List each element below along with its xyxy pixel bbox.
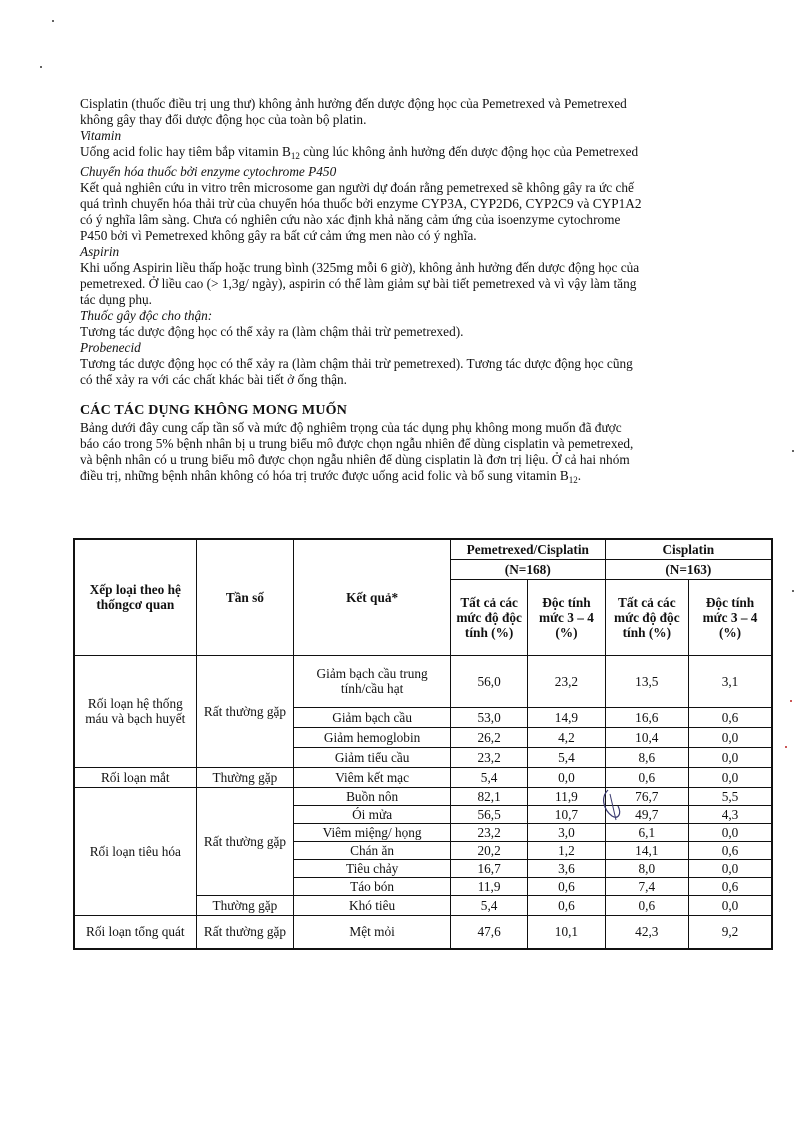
- cell-result: Khó tiêu: [294, 895, 451, 915]
- text-span: cùng lúc không ảnh hưởng đến dược động học của Pemetrexed: [299, 144, 639, 159]
- cell-value: 11,9: [528, 787, 605, 805]
- scan-speck: [40, 66, 42, 68]
- header-grade-3-4: Độc tính mức 3 – 4 (%): [689, 579, 772, 655]
- cell-value: 49,7: [605, 805, 688, 823]
- paragraph-line: quá trình chuyển hóa thải trừ của chuyển hóa thuốc bởi enzyme CYP3A, CYP2D6, CYP2C9 và CYP1A2: [80, 196, 642, 211]
- header-group1-n: (N=168): [450, 559, 605, 579]
- subscript: 12: [290, 151, 300, 161]
- cell-value: 14,9: [528, 707, 605, 727]
- cell-value: 5,4: [450, 895, 527, 915]
- cell-value: 16,7: [450, 859, 527, 877]
- cell-value: 56,5: [450, 805, 527, 823]
- subscript: 12: [568, 475, 578, 485]
- cell-value: 6,1: [605, 823, 688, 841]
- paragraph-line: Tương tác dược động học có thể xảy ra (làm chậm thải trừ pemetrexed).: [80, 324, 464, 339]
- cell-value: 26,2: [450, 727, 527, 747]
- cell-value: 14,1: [605, 841, 688, 859]
- section-heading: CÁC TÁC DỤNG KHÔNG MONG MUỐN: [80, 403, 348, 418]
- cell-value: 0,0: [689, 859, 772, 877]
- header-system: Xếp loại theo hệ thốngcơ quan: [74, 539, 196, 655]
- paragraph-line: tác dụng phụ.: [80, 292, 153, 307]
- cell-value: 0,6: [605, 767, 688, 787]
- header-all-grades: Tất cả các mức độ độc tính (%): [605, 579, 688, 655]
- cell-value: 0,0: [689, 767, 772, 787]
- cell-frequency: Thường gặp: [196, 895, 294, 915]
- cell-frequency: Rất thường gặp: [196, 655, 294, 767]
- cell-value: 10,4: [605, 727, 688, 747]
- cell-value: 42,3: [605, 915, 688, 949]
- cell-value: 76,7: [605, 787, 688, 805]
- document-page: [80, 96, 770, 488]
- paragraph-line: [80, 468, 770, 488]
- scan-speck: [52, 20, 54, 22]
- cell-value: 56,0: [450, 655, 527, 707]
- cell-value: 47,6: [450, 915, 527, 949]
- cell-value: 8,6: [605, 747, 688, 767]
- cell-value: 10,1: [528, 915, 605, 949]
- cell-value: 0,0: [528, 767, 605, 787]
- header-group-cisplatin: Cisplatin: [605, 539, 772, 559]
- paragraph-line: Kết quả nghiên cứu in vitro trên microsome gan người dự đoán rằng pemetrexed sẽ không gây ra ức chế: [80, 180, 634, 195]
- header-frequency: Tần số: [196, 539, 294, 655]
- cell-result: Viêm miệng/ họng: [294, 823, 451, 841]
- paragraph-vitamin: [80, 144, 770, 164]
- cell-result: Giảm tiểu cầu: [294, 747, 451, 767]
- cell-frequency: Rất thường gặp: [196, 787, 294, 895]
- paragraph-line: P450 bởi vì Pemetrexed không gây ra bất cứ cảm ứng men nào có ý nghĩa.: [80, 228, 477, 243]
- cell-value: 0,6: [528, 895, 605, 915]
- cell-value: 3,0: [528, 823, 605, 841]
- cell-frequency: Thường gặp: [196, 767, 294, 787]
- paragraph-line: pemetrexed. Ở liều cao (> 1,3g/ ngày), aspirin có thể làm giảm sự bài tiết pemetrexed và vì vậy làm tăng: [80, 276, 637, 291]
- cell-value: 0,0: [689, 895, 772, 915]
- cell-value: 16,6: [605, 707, 688, 727]
- cell-system: Rối loạn mắt: [74, 767, 196, 787]
- cell-value: 5,4: [528, 747, 605, 767]
- cell-value: 5,4: [450, 767, 527, 787]
- cell-result: Tiêu chảy: [294, 859, 451, 877]
- header-result: Kết quả*: [294, 539, 451, 655]
- subheading-aspirin: Aspirin: [80, 244, 120, 259]
- cell-value: 0,6: [689, 841, 772, 859]
- cell-value: 0,0: [689, 747, 772, 767]
- cell-value: 8,0: [605, 859, 688, 877]
- cell-result: Buồn nôn: [294, 787, 451, 805]
- paragraph-line: Khi uống Aspirin liều thấp hoặc trung bình (325mg mỗi 6 giờ), không ảnh hưởng đến dược động học của: [80, 260, 640, 275]
- header-grade-3-4: Độc tính mức 3 – 4 (%): [528, 579, 605, 655]
- cell-value: 11,9: [450, 877, 527, 895]
- header-group2-n: (N=163): [605, 559, 772, 579]
- paragraph-line: Tương tác dược động học có thể xảy ra (làm chậm thải trừ pemetrexed). Tương tác dược động học cũng: [80, 356, 633, 371]
- cell-result: Viêm kết mạc: [294, 767, 451, 787]
- cell-result: Giảm bạch cầu trung tính/cầu hạt: [294, 655, 451, 707]
- cell-value: 10,7: [528, 805, 605, 823]
- text-span: Uống acid folic hay tiêm bắp vitamin B: [80, 144, 291, 159]
- cell-value: 4,3: [689, 805, 772, 823]
- paragraph-line: Bảng dưới đây cung cấp tần số và mức độ nghiêm trọng của tác dụng phụ không mong muốn đã được: [80, 420, 622, 435]
- paragraph-line: Cisplatin (thuốc điều trị ung thư) không ảnh hưởng đến dược động học của Pemetrexed và Pemetrexed: [80, 96, 627, 111]
- cell-value: 53,0: [450, 707, 527, 727]
- cell-result: Ói mửa: [294, 805, 451, 823]
- paragraph-line: báo cáo trong 5% bệnh nhân bị u trung biểu mô được chọn ngẫu nhiên để dùng cisplatin và pemetrexed,: [80, 436, 634, 451]
- text-span: .: [577, 468, 582, 483]
- handwritten-mark: [598, 786, 628, 824]
- cell-value: 0,6: [689, 707, 772, 727]
- cell-value: 0,0: [689, 727, 772, 747]
- cell-value: 0,6: [689, 877, 772, 895]
- cell-system: Rối loạn tổng quát: [74, 915, 196, 949]
- cell-value: 5,5: [689, 787, 772, 805]
- subheading-probenecid: Probenecid: [80, 340, 141, 355]
- scan-speck: [790, 700, 792, 702]
- cell-value: 0,6: [605, 895, 688, 915]
- handwritten-stroke: [604, 790, 620, 817]
- cell-value: 0,6: [528, 877, 605, 895]
- cell-value: 23,2: [450, 823, 527, 841]
- paragraph-line: không gây thay đổi dược động học của toàn bộ platin.: [80, 112, 367, 127]
- cell-value: 82,1: [450, 787, 527, 805]
- cell-result: Táo bón: [294, 877, 451, 895]
- text-span: điều trị, những bệnh nhân không có hóa trị trước được uống acid folic và bổ sung vitamin B: [80, 468, 569, 483]
- cell-value: 23,2: [528, 655, 605, 707]
- scan-speck: [792, 450, 794, 452]
- cell-value: 1,2: [528, 841, 605, 859]
- cell-result: Giảm bạch cầu: [294, 707, 451, 727]
- cell-value: 20,2: [450, 841, 527, 859]
- cell-system: Rối loạn tiêu hóa: [74, 787, 196, 915]
- paragraph-line: và bệnh nhân có u trung biểu mô được chọn ngẫu nhiên để dùng cisplatin là đơn trị liệu. Ở cả hai nhóm: [80, 452, 630, 467]
- cell-value: 23,2: [450, 747, 527, 767]
- cell-result: Chán ăn: [294, 841, 451, 859]
- cell-system: Rối loạn hệ thống máu và bạch huyết: [74, 655, 196, 767]
- header-all-grades: Tất cả các mức độ độc tính (%): [450, 579, 527, 655]
- subheading-kidney: Thuốc gây độc cho thận:: [80, 308, 213, 323]
- subheading-p450: Chuyển hóa thuốc bởi enzyme cytochrome P450: [80, 164, 337, 179]
- paragraph-line: có thể xảy ra với các chất khác bài tiết ở ống thận.: [80, 372, 347, 387]
- cell-value: 9,2: [689, 915, 772, 949]
- cell-value: 7,4: [605, 877, 688, 895]
- cell-value: 4,2: [528, 727, 605, 747]
- scan-speck: [785, 746, 787, 748]
- cell-value: 0,0: [689, 823, 772, 841]
- cell-value: 3,1: [689, 655, 772, 707]
- adverse-effects-table: [73, 538, 773, 950]
- scan-speck: [792, 590, 794, 592]
- cell-value: 13,5: [605, 655, 688, 707]
- header-group-pemetrexed-cisplatin: Pemetrexed/Cisplatin: [450, 539, 605, 559]
- subheading-vitamin: Vitamin: [80, 128, 122, 143]
- cell-value: 3,6: [528, 859, 605, 877]
- cell-result: Mệt mỏi: [294, 915, 451, 949]
- paragraph-line: có ý nghĩa lâm sàng. Chưa có nghiên cứu nào xác định khả năng cảm ứng của isoenzyme cytochrome: [80, 212, 621, 227]
- cell-result: Giảm hemoglobin: [294, 727, 451, 747]
- cell-frequency: Rất thường gặp: [196, 915, 294, 949]
